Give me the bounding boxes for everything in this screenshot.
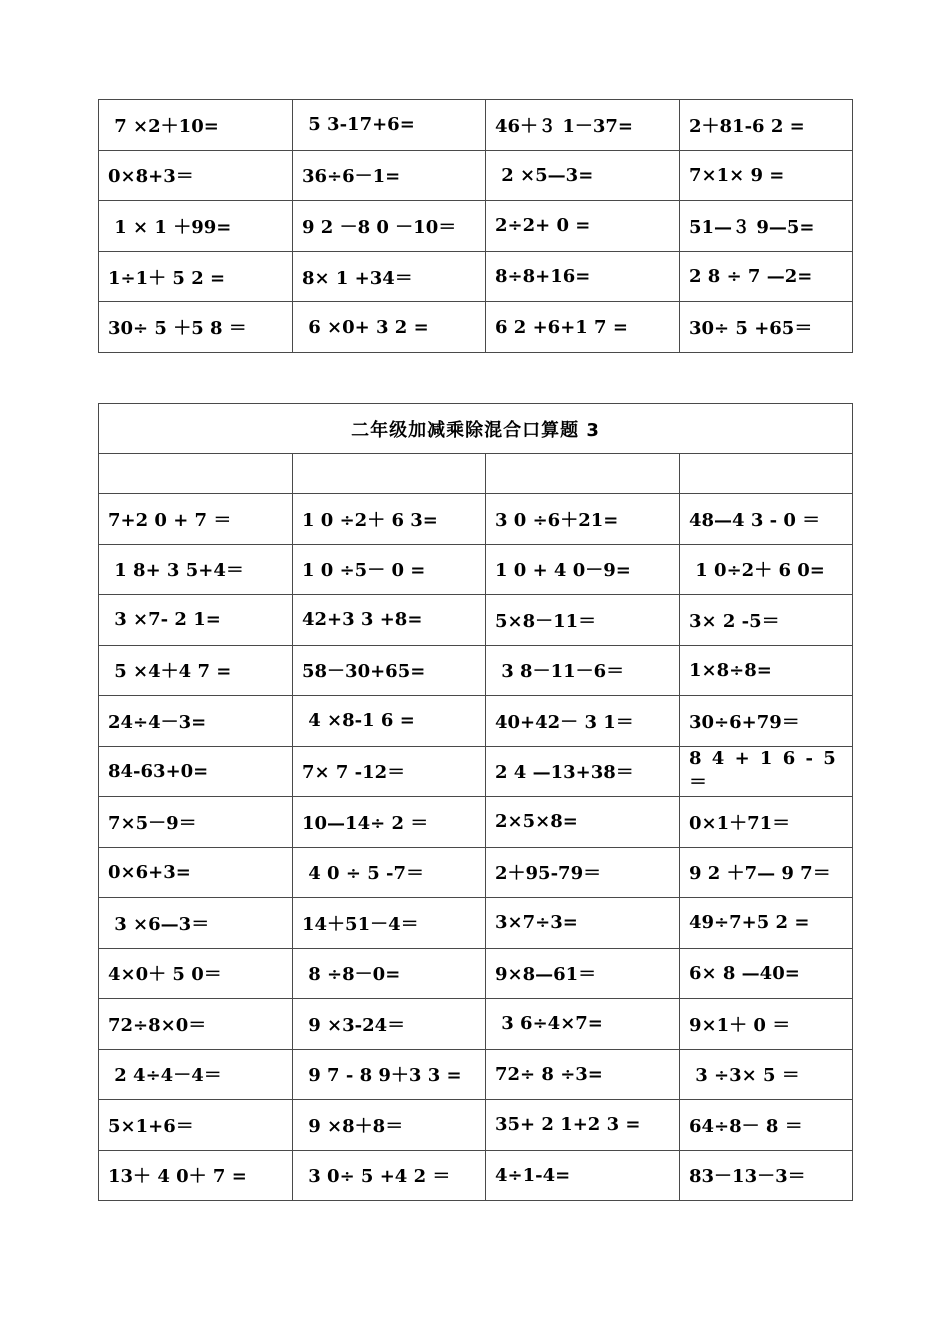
- problem-row: [99, 746, 853, 797]
- problem-row: [99, 494, 853, 545]
- problem-cell: 1 × 1 ＋99=: [99, 201, 293, 252]
- problem-cell: 7× 7 -12＝: [293, 746, 486, 797]
- problem-cell: 72÷ 8 ÷3=: [486, 1049, 680, 1100]
- problem-cell: 83－13－3＝: [680, 1150, 853, 1201]
- problem-cell: 0×6+3=: [99, 847, 293, 898]
- problem-cell: 9×1＋ 0 ＝: [680, 999, 853, 1050]
- problem-cell: 7 ×2＋10=: [99, 100, 293, 151]
- problem-cell: 1 8+ 3 5+4＝: [99, 544, 293, 595]
- problem-cell: 9 2 －8 0 －10＝: [293, 201, 486, 252]
- problem-cell: 3 0÷ 5 +4 2 ＝: [293, 1150, 486, 1201]
- problem-cell: 64÷8－ 8 ＝: [680, 1100, 853, 1151]
- problem-cell: 3 ×6—3＝: [99, 898, 293, 949]
- problem-cell: 4÷1-4=: [486, 1150, 680, 1201]
- problem-cell: 51—３ 9—5=: [680, 201, 853, 252]
- problem-cell: 6 2 +6+1 7 =: [486, 302, 680, 353]
- problem-cell: 3× 2 -5＝: [680, 595, 853, 646]
- problem-cell: 9 7 - 8 9＋3 3 =: [293, 1049, 486, 1100]
- problem-cell: 3 8－11－6＝: [486, 645, 680, 696]
- problem-row: [99, 999, 853, 1050]
- problem-cell: 7×1× 9 =: [680, 150, 853, 201]
- problem-row: [99, 1100, 853, 1151]
- problem-cell: 13＋ 4 0＋ 7 =: [99, 1150, 293, 1201]
- problem-cell: 42+3 3 +8=: [293, 595, 486, 646]
- problem-row: [99, 150, 853, 201]
- problem-cell: 1 0 + 4 0－9=: [486, 544, 680, 595]
- problem-cell: 2÷2+ 0 =: [486, 201, 680, 252]
- problem-cell: 6× 8 —40=: [680, 948, 853, 999]
- problem-row: [99, 201, 853, 252]
- problem-row: [99, 251, 853, 302]
- problem-row: [99, 544, 853, 595]
- blank-row: [99, 454, 853, 494]
- problem-cell: 5 3-17+6=: [293, 100, 486, 151]
- problem-cell: 3 0 ÷6＋21=: [486, 494, 680, 545]
- problem-row: [99, 595, 853, 646]
- problem-cell: 1 0 ÷2＋ 6 3=: [293, 494, 486, 545]
- problem-cell: 14＋51－4＝: [293, 898, 486, 949]
- problem-cell: 4 0 ÷ 5 -7＝: [293, 847, 486, 898]
- problem-cell: 9 2 ＋7— 9 7＝: [680, 847, 853, 898]
- problem-cell: 1×8÷8=: [680, 645, 853, 696]
- problem-row: [99, 100, 853, 151]
- problem-cell: 8÷8+16=: [486, 251, 680, 302]
- problem-cell: 1 0÷2＋ 6 0=: [680, 544, 853, 595]
- problem-cell: 7+2 0 + 7 ＝: [99, 494, 293, 545]
- problem-cell: 8 4 + 1 6 - 5 ＝: [680, 746, 853, 797]
- problem-cell: 2＋95-79＝: [486, 847, 680, 898]
- problem-row: [99, 645, 853, 696]
- problem-cell: 84-63+0=: [99, 746, 293, 797]
- problem-cell: 2 4÷4－4＝: [99, 1049, 293, 1100]
- problem-cell: 1 0 ÷5－ 0 =: [293, 544, 486, 595]
- problem-cell: 9 ×3-24＝: [293, 999, 486, 1050]
- problem-row: [99, 1049, 853, 1100]
- problem-cell: 35+ 2 1+2 3 =: [486, 1100, 680, 1151]
- problem-cell: 30÷ 5 ＋5 8 ＝: [99, 302, 293, 353]
- problem-cell: 3 6÷4×7=: [486, 999, 680, 1050]
- problem-cell: 9×8—61＝: [486, 948, 680, 999]
- problem-cell: 46＋３ 1－37=: [486, 100, 680, 151]
- problem-cell: 8 ÷8－0=: [293, 948, 486, 999]
- problem-cell: 2 8 ÷ 7 —2=: [680, 251, 853, 302]
- problem-row: [99, 948, 853, 999]
- blank-cell: [99, 454, 293, 494]
- problem-cell: 0×1＋71＝: [680, 797, 853, 848]
- problem-cell: 2 4 —13+38＝: [486, 746, 680, 797]
- problem-table-1: [98, 99, 853, 353]
- problem-cell: 30÷ 5 +65＝: [680, 302, 853, 353]
- problem-row: [99, 797, 853, 848]
- problem-cell: 8× 1 +34＝: [293, 251, 486, 302]
- problem-cell: 5 ×4＋4 7 =: [99, 645, 293, 696]
- problem-cell: 2 ×5—3=: [486, 150, 680, 201]
- problem-table-2: [98, 403, 853, 1201]
- problem-cell: 6 ×0+ 3 2 =: [293, 302, 486, 353]
- blank-cell: [680, 454, 853, 494]
- problem-cell: 40+42－ 3 1＝: [486, 696, 680, 747]
- problem-cell: 58－30+65=: [293, 645, 486, 696]
- problem-cell: 5×8－11＝: [486, 595, 680, 646]
- problem-cell: 3 ÷3× 5 ＝: [680, 1049, 853, 1100]
- problem-cell: 4×0＋ 5 0＝: [99, 948, 293, 999]
- problem-cell: 10—14÷ 2 ＝: [293, 797, 486, 848]
- problem-row: [99, 898, 853, 949]
- problem-cell: 49÷7+5 2 =: [680, 898, 853, 949]
- problem-cell: 48—4 3 - 0 ＝: [680, 494, 853, 545]
- worksheet-title: 二年级加减乘除混合口算题 3: [99, 404, 853, 454]
- problem-cell: 2×5×8=: [486, 797, 680, 848]
- problem-row: [99, 1150, 853, 1201]
- problem-cell: 72÷8×0＝: [99, 999, 293, 1050]
- problem-cell: 4 ×8-1 6 =: [293, 696, 486, 747]
- problem-cell: 3×7÷3=: [486, 898, 680, 949]
- problem-cell: 1÷1＋ 5 2 =: [99, 251, 293, 302]
- problem-cell: 24÷4－3=: [99, 696, 293, 747]
- problem-cell: 7×5－9＝: [99, 797, 293, 848]
- problem-cell: 3 ×7- 2 1=: [99, 595, 293, 646]
- blank-cell: [293, 454, 486, 494]
- title-row: [99, 404, 853, 454]
- problem-cell: 2＋81-6 2 =: [680, 100, 853, 151]
- problem-cell: 30÷6+79＝: [680, 696, 853, 747]
- problem-cell: 36÷6－1=: [293, 150, 486, 201]
- problem-row: [99, 696, 853, 747]
- problem-row: [99, 302, 853, 353]
- problem-cell: 9 ×8＋8＝: [293, 1100, 486, 1151]
- blank-cell: [486, 454, 680, 494]
- problem-cell: 5×1+6＝: [99, 1100, 293, 1151]
- problem-row: [99, 847, 853, 898]
- problem-cell: 0×8+3＝: [99, 150, 293, 201]
